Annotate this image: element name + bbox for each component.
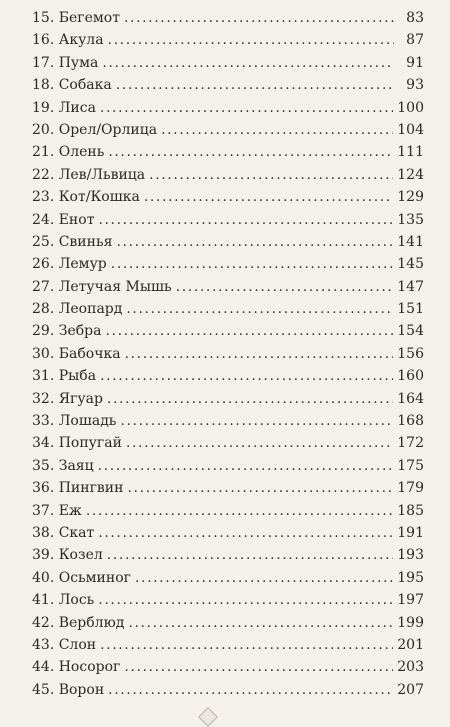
toc-entry-title: 42. Верблюд [32,614,125,631]
toc-entry-title: 33. Лошадь [32,413,117,430]
dot-leader [126,298,393,320]
table-of-contents [32,7,424,701]
dot-leader [120,410,393,432]
toc-entry-page: 141 [397,233,424,250]
toc-entry-page: 147 [397,278,424,295]
dot-leader [100,634,393,656]
dot-leader [102,52,394,74]
toc-entry-page: 203 [397,659,424,676]
toc-entry-page: 156 [397,345,424,362]
toc-entry-title: 19. Лиса [32,99,96,116]
dot-leader [116,231,393,253]
toc-entry-title: 24. Енот [32,211,95,228]
dot-leader [126,432,393,454]
dot-leader [125,343,394,365]
toc-entry-title: 36. Пингвин [32,480,124,497]
toc-entry [32,634,424,656]
toc-entry-page: 87 [406,32,424,49]
dot-leader [127,477,393,499]
toc-entry-title: 22. Лев/Львица [32,166,146,183]
toc-entry-page: 191 [397,524,424,541]
dot-leader [107,544,393,566]
toc-entry-page: 164 [397,390,424,407]
dot-leader [98,589,393,611]
toc-entry-title: 40. Осьминог [32,569,131,586]
toc-entry [32,141,424,163]
toc-entry-title: 43. Слон [32,636,97,653]
toc-entry-title: 18. Собака [32,77,112,94]
dot-leader [128,612,393,634]
toc-entry-title: 15. Бегемот [32,10,120,26]
toc-entry-page: 185 [397,502,424,519]
dot-leader [100,365,393,387]
dot-leader [161,119,393,141]
toc-entry-title: 16. Акула [32,32,104,49]
toc-entry [32,455,424,477]
toc-entry [32,186,424,208]
dot-leader [98,522,393,544]
toc-entry-title: 28. Леопард [32,301,123,318]
toc-entry-title: 45. Ворон [32,681,105,698]
toc-entry-page: 154 [397,323,424,340]
dot-leader [105,320,393,342]
toc-entry [32,500,424,522]
toc-entry [32,164,424,186]
toc-entry [32,320,424,342]
toc-entry [32,679,424,701]
toc-entry-page: 151 [397,301,424,318]
dot-leader [100,97,393,119]
toc-entry-title: 32. Ягуар [32,390,103,407]
toc-entry-page: 168 [397,413,424,430]
toc-entry [32,209,424,231]
toc-entry-page: 201 [397,636,424,653]
toc-entry [32,231,424,253]
toc-entry-page: 197 [397,592,424,609]
dot-leader [116,74,394,96]
toc-entry-page: 179 [397,480,424,497]
toc-entry [32,432,424,454]
toc-entry-page: 145 [397,256,424,273]
toc-entry-title: 17. Пума [32,54,99,71]
dot-leader [111,253,393,275]
toc-entry-title: 29. Зебра [32,323,102,340]
toc-entry [32,612,424,634]
toc-entry [32,477,424,499]
toc-entry [32,410,424,432]
toc-entry [32,544,424,566]
toc-entry [32,298,424,320]
toc-entry-title: 35. Заяц [32,457,94,474]
toc-entry [32,567,424,589]
toc-entry-title: 23. Кот/Кошка [32,189,140,206]
dot-leader [135,567,393,589]
toc-entry-page: 83 [406,10,424,26]
toc-entry [32,522,424,544]
decorative-ornament [198,707,218,727]
toc-entry [32,343,424,365]
toc-entry-title: 34. Попугай [32,435,122,452]
dot-leader [108,679,393,701]
toc-entry-title: 25. Свинья [32,233,113,250]
toc-entry-title: 41. Лось [32,592,95,609]
toc-entry [32,589,424,611]
toc-entry-page: 93 [406,77,424,94]
toc-entry-title: 26. Лемур [32,256,107,273]
toc-entry-page: 104 [397,121,424,138]
toc-entry-title: 31. Рыба [32,368,97,385]
toc-entry-title: 30. Бабочка [32,345,121,362]
toc-entry [32,388,424,410]
toc-entry-page: 175 [397,457,424,474]
dot-leader [98,455,394,477]
toc-entry-title: 21. Олень [32,144,105,161]
toc-entry [32,29,424,51]
toc-entry-title: 27. Летучая Мышь [32,278,172,295]
toc-entry-title: 38. Скат [32,524,95,541]
toc-entry [32,276,424,298]
toc-entry-page: 135 [397,211,424,228]
toc-entry-page: 100 [397,99,424,116]
toc-entry [32,656,424,678]
toc-entry-page: 111 [397,144,424,161]
dot-leader [107,388,393,410]
toc-entry [32,119,424,141]
toc-entry-page: 91 [406,54,424,71]
toc-entry [32,365,424,387]
dot-leader [86,500,393,522]
dot-leader [144,186,393,208]
dot-leader [108,29,394,51]
dot-leader [124,7,394,29]
dot-leader [124,656,393,678]
toc-entry [32,52,424,74]
toc-entry-title: 44. Носорог [32,659,121,676]
toc-entry [32,7,424,29]
dot-leader [98,209,393,231]
toc-entry [32,253,424,275]
toc-entry-title: 37. Еж [32,502,82,519]
toc-entry [32,74,424,96]
toc-entry-page: 160 [397,368,424,385]
toc-entry-page: 124 [397,166,424,183]
toc-entry-page: 172 [397,435,424,452]
toc-entry-page: 129 [397,189,424,206]
dot-leader [108,141,393,163]
toc-entry-title: 20. Орел/Орлица [32,121,158,138]
dot-leader [149,164,393,186]
toc-entry-page: 207 [397,681,424,698]
toc-entry [32,97,424,119]
dot-leader [176,276,394,298]
toc-entry-title: 39. Козел [32,547,103,564]
toc-entry-page: 193 [397,547,424,564]
toc-entry-page: 199 [397,614,424,631]
toc-entry-page: 195 [397,569,424,586]
